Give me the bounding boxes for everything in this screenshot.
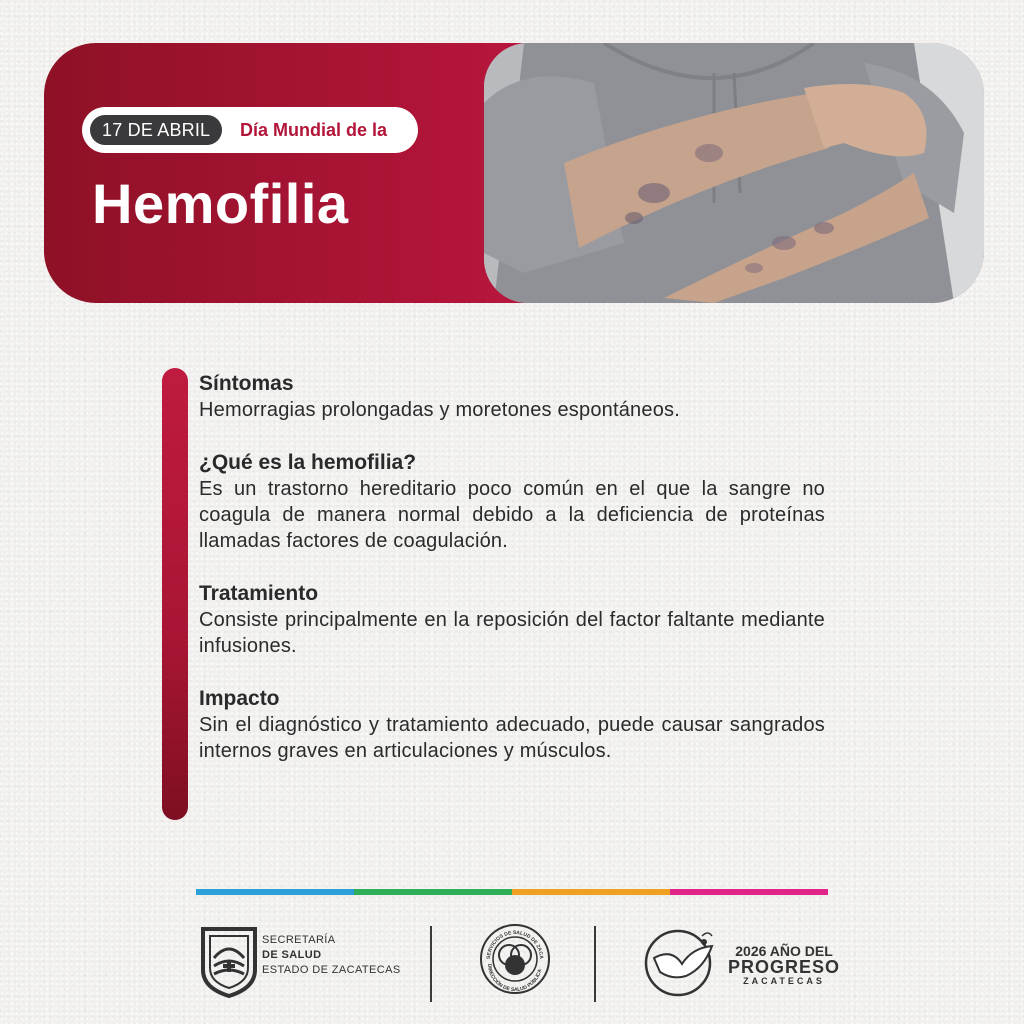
section-body: Consiste principalmente en la reposición del factor faltante mediante infusiones. — [199, 609, 825, 657]
secretaria-line-2: DE SALUD — [262, 949, 322, 961]
section-que-es — [199, 450, 825, 554]
section-impacto — [199, 686, 825, 764]
secretaria-line-3: ESTADO DE ZACATECAS — [262, 964, 401, 976]
year-line-2: PROGRESO — [728, 957, 841, 977]
color-stripe-orange — [512, 889, 670, 895]
date-chip: 17 DE ABRIL — [90, 115, 222, 145]
color-stripe-magenta — [670, 889, 828, 895]
year-line-3: ZACATECAS — [743, 976, 825, 986]
secretaria-line-1: SECRETARÍA — [262, 934, 336, 946]
footer-divider — [430, 926, 432, 1002]
seal-text-top: SERVICIOS DE SALUD DE ZACA — [485, 929, 545, 960]
section-tratamiento — [199, 581, 825, 659]
color-stripe-green — [354, 889, 512, 895]
seal-text-bottom: DIRECCIÓN DE SALUD PÚBLICA — [485, 963, 544, 994]
accent-bar — [162, 368, 188, 820]
section-body: Es un trastorno hereditario poco común en el que la sangre no coagula de manera normal debido a la deficiencia de proteínas llamadas factores de coagulación. — [199, 478, 825, 552]
section-heading: Tratamiento — [199, 582, 319, 605]
hero-banner — [44, 43, 984, 303]
photo-illustration — [484, 43, 984, 303]
section-heading: Síntomas — [199, 372, 294, 395]
section-heading: Impacto — [199, 687, 280, 710]
secretaria-shield-icon — [200, 926, 258, 998]
section-heading: ¿Qué es la hemofilia? — [199, 451, 417, 474]
footer-divider — [594, 926, 596, 1002]
secretaria-text — [262, 933, 401, 978]
color-stripe — [196, 889, 828, 895]
year-motto — [728, 944, 840, 986]
content-sections — [199, 371, 825, 791]
year-line-1: 2026 AÑO DEL — [735, 943, 833, 959]
section-sintomas — [199, 371, 825, 423]
servicios-salud-seal-icon — [478, 922, 552, 996]
color-stripe-blue — [196, 889, 354, 895]
date-subtitle: Día Mundial de la — [240, 120, 388, 140]
section-body: Sin el diagnóstico y tratamiento adecuado, puede causar sangrados internos graves en articulaciones y músculos. — [199, 714, 825, 762]
arm-bruises-photo — [484, 43, 984, 303]
progreso-dove-icon — [642, 928, 720, 998]
section-body: Hemorragias prolongadas y moretones espontáneos. — [199, 399, 680, 421]
page-title: Hemofilia — [92, 172, 349, 235]
